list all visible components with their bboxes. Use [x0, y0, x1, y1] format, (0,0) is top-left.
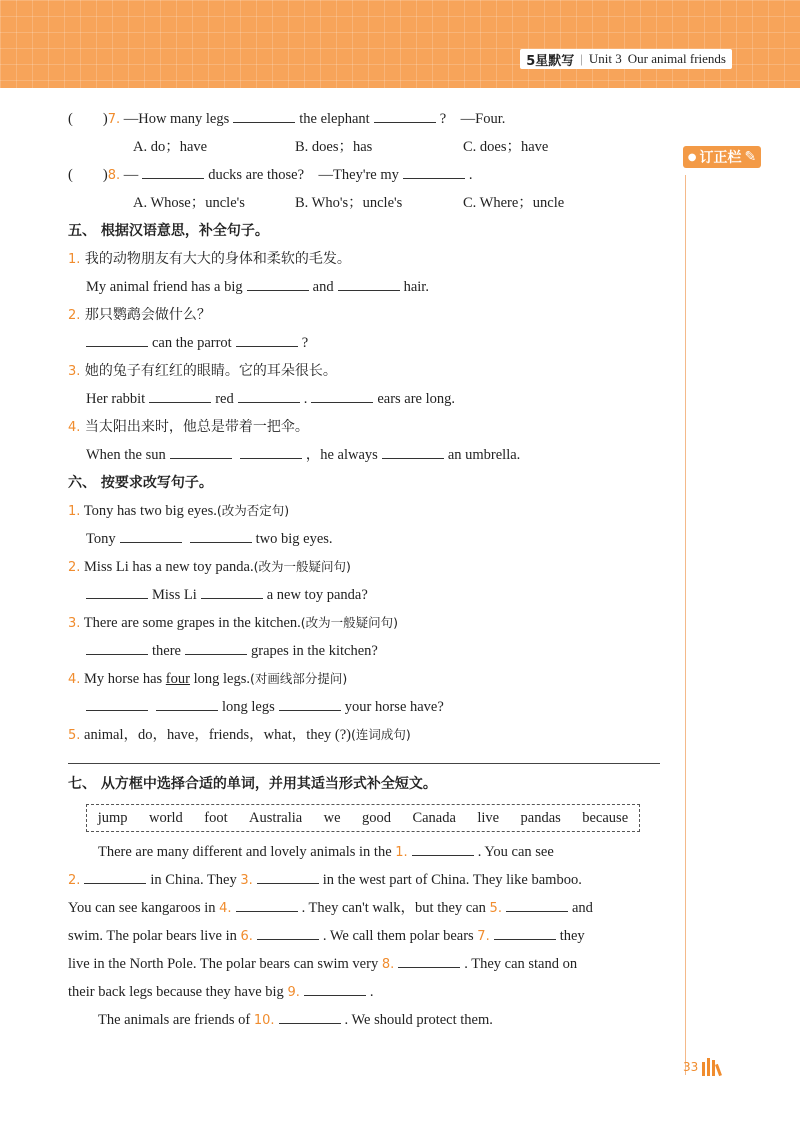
s6-item-1-answer: Tony two big eyes.	[68, 525, 663, 553]
answer-blank[interactable]	[257, 925, 319, 940]
answer-blank[interactable]	[236, 897, 298, 912]
s5-item-1-answer: My animal friend has a big and hair.	[68, 273, 663, 301]
unit-label	[520, 49, 732, 69]
section-7-title: 七、 从方框中选择合适的单词，并用其适当形式补全短文。	[68, 776, 437, 792]
answer-blank[interactable]	[156, 696, 218, 711]
option-a[interactable]: A. Whose；uncle's	[133, 195, 245, 211]
answer-blank[interactable]	[236, 332, 298, 347]
passage-paragraph-1: There are many different and lovely animals in the 1. . You can see 2. in China. They 3. in the west part of China. They like bamboo. You can see kangaroos in 4. . They can't walk，but they can 5. and swim. The polar bears live in 6. . We call them polar bears 7. they live in the North Pole. The polar bears can swim very 8. . They can stand on their back legs because they have big 9. .	[68, 838, 660, 1006]
bullet-icon: ●	[687, 151, 697, 163]
books-icon	[702, 1058, 720, 1076]
answer-blank[interactable]	[86, 584, 148, 599]
answer-blank[interactable]	[84, 869, 146, 884]
answer-blank[interactable]	[494, 925, 556, 940]
answer-blank[interactable]	[86, 332, 148, 347]
answer-blank[interactable]	[304, 981, 366, 996]
s5-item-3-prompt: 3. 她的兔子有红红的眼睛。它的耳朵很长。	[68, 363, 337, 379]
answer-blank[interactable]	[398, 953, 460, 968]
s5-item-4-prompt: 4. 当太阳出来时，他总是带着一把伞。	[68, 419, 309, 435]
s5-item-4-answer: When the sun ，he always an umbrella.	[68, 441, 663, 469]
unit-number: Unit 3	[588, 51, 622, 66]
answer-blank[interactable]	[170, 444, 232, 459]
answer-blank[interactable]	[279, 1009, 341, 1024]
pencil-icon: ✎	[744, 149, 757, 165]
answer-blank[interactable]	[506, 897, 568, 912]
s6-item-2-prompt: 2. Miss Li has a new toy panda.(改为一般疑问句)	[68, 559, 351, 575]
answer-blank[interactable]	[149, 388, 211, 403]
word-bank: jump world foot Australia we good Canada live pandas because	[86, 804, 640, 832]
passage-paragraph-2: The animals are friends of 10. . We should protect them.	[68, 1006, 660, 1034]
s6-item-4-prompt: 4. My horse has four long legs.(对画线部分提问)	[68, 671, 348, 687]
page-header	[0, 0, 800, 88]
answer-blank[interactable]	[86, 696, 148, 711]
answer-blank[interactable]	[338, 276, 400, 291]
answer-line[interactable]	[68, 763, 660, 764]
s6-item-3-answer: there grapes in the kitchen?	[68, 637, 663, 665]
answer-blank[interactable]	[120, 528, 182, 543]
s6-item-4-answer: long legs your horse have?	[68, 693, 663, 721]
unit-title: Our animal friends	[627, 51, 726, 66]
s6-item-2-answer: Miss Li a new toy panda?	[68, 581, 663, 609]
answer-blank[interactable]	[86, 640, 148, 655]
brand-label: 5星默写	[526, 53, 575, 69]
answer-blank[interactable]	[240, 444, 302, 459]
option-a[interactable]: A. do；have	[133, 139, 208, 155]
answer-blank[interactable]	[190, 528, 252, 543]
answer-blank[interactable]	[247, 276, 309, 291]
question-8: ( )8. — ducks are those? —They're my .	[68, 161, 663, 189]
s5-item-2-prompt: 2. 那只鹦鹉会做什么？	[68, 307, 211, 323]
answer-blank[interactable]	[374, 108, 436, 123]
section-6-title: 六、 按要求改写句子。	[68, 475, 213, 491]
answer-blank[interactable]	[382, 444, 444, 459]
question-7: ( )7. —How many legs the elephant ? —Four.	[68, 105, 663, 133]
question-8-options	[68, 189, 663, 217]
option-c[interactable]: C. Where；uncle	[463, 195, 565, 211]
s5-item-2-answer: can the parrot ?	[68, 329, 663, 357]
option-c[interactable]: C. does；have	[463, 139, 549, 155]
separator: |	[580, 51, 583, 66]
answer-blank[interactable]	[279, 696, 341, 711]
answer-blank[interactable]	[185, 640, 247, 655]
answer-blank[interactable]	[201, 584, 263, 599]
s6-item-3-prompt: 3. There are some grapes in the kitchen.(改为一般疑问句)	[68, 615, 399, 631]
answer-blank[interactable]	[233, 108, 295, 123]
worksheet-content	[68, 105, 663, 1034]
answer-blank[interactable]	[403, 164, 465, 179]
section-5-title: 五、 根据汉语意思，补全句子。	[68, 223, 269, 239]
option-b[interactable]: B. Who's；uncle's	[295, 195, 403, 211]
s6-item-5-prompt: 5. animal，do，have，friends，what，they (?)(连词成句)	[68, 727, 411, 743]
answer-blank[interactable]	[311, 388, 373, 403]
s5-item-1-prompt: 1. 我的动物朋友有大大的身体和柔软的毛发。	[68, 251, 351, 267]
page-number: 33	[683, 1058, 720, 1076]
answer-blank[interactable]	[412, 841, 474, 856]
correction-column-tab	[683, 146, 761, 168]
s5-item-3-answer: Her rabbit red . ears are long.	[68, 385, 663, 413]
s6-item-1-prompt: 1. Tony has two big eyes.(改为否定句)	[68, 503, 290, 519]
answer-blank[interactable]	[142, 164, 204, 179]
correction-column-divider	[685, 175, 686, 1075]
answer-blank[interactable]	[257, 869, 319, 884]
correction-column-label: 订正栏	[699, 150, 742, 166]
question-7-options	[68, 133, 663, 161]
option-b[interactable]: B. does；has	[295, 139, 373, 155]
answer-blank[interactable]	[238, 388, 300, 403]
